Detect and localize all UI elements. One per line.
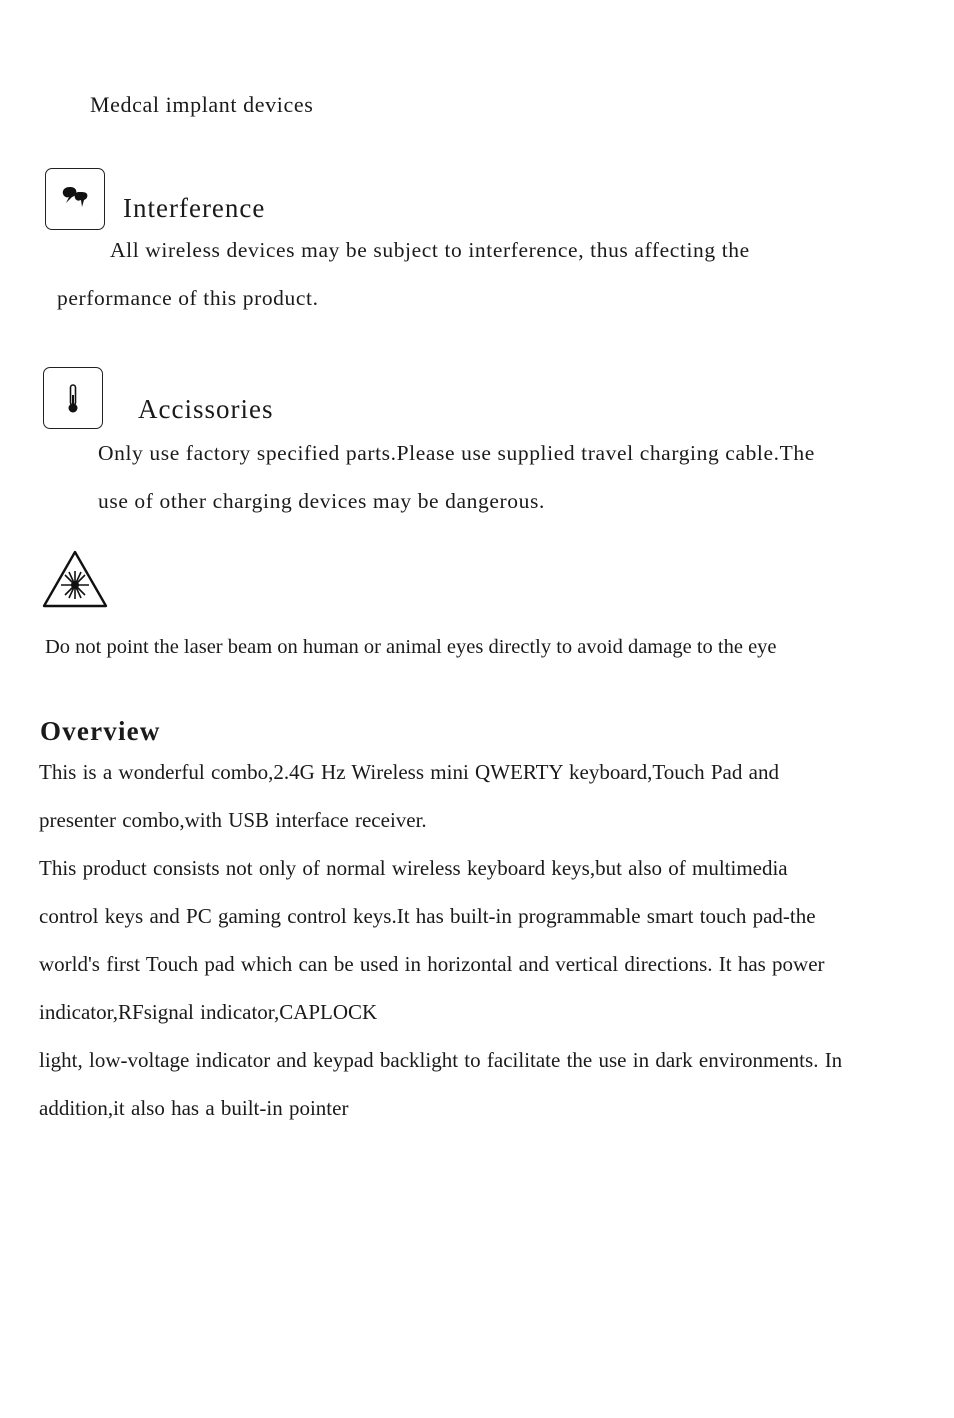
laser-warning-icon [41, 549, 109, 609]
accessories-heading: Accissories [138, 394, 274, 424]
overview-line-5: world's first Touch pad which can be used in horizontal and vertical directions. It has power [39, 952, 825, 976]
interference-speech-bubbles-icon [45, 168, 105, 230]
overview-line-6: indicator,RFsignal indicator,CAPLOCK [39, 1000, 378, 1024]
overview-line-7: light, low-voltage indicator and keypad backlight to facilitate the use in dark environments. In [39, 1048, 843, 1072]
intro-text: Medcal implant devices [90, 92, 314, 117]
overview-title: Overview [40, 716, 161, 746]
overview-line-8: addition,it also has a built-in pointer [39, 1096, 349, 1120]
laser-warning-text: Do not point the laser beam on human or animal eyes directly to avoid damage to the eye [45, 636, 777, 658]
overview-line-2: presenter combo,with USB interface receiver. [39, 808, 427, 832]
interference-heading: Interference [123, 193, 266, 223]
overview-line-4: control keys and PC gaming control keys.It has built-in programmable smart touch pad-the [39, 904, 816, 928]
accessories-line-2: use of other charging devices may be dangerous. [98, 489, 545, 513]
overview-line-1: This is a wonderful combo,2.4G Hz Wireless mini QWERTY keyboard,Touch Pad and [39, 760, 779, 784]
interference-line-1: All wireless devices may be subject to interference, thus affecting the [110, 238, 750, 262]
interference-line-2: performance of this product. [57, 286, 319, 310]
overview-line-3: This product consists not only of normal wireless keyboard keys,but also of multimedia [39, 856, 788, 880]
accessories-line-1: Only use factory specified parts.Please use supplied travel charging cable.The [98, 441, 815, 465]
thermometer-icon [43, 367, 103, 429]
